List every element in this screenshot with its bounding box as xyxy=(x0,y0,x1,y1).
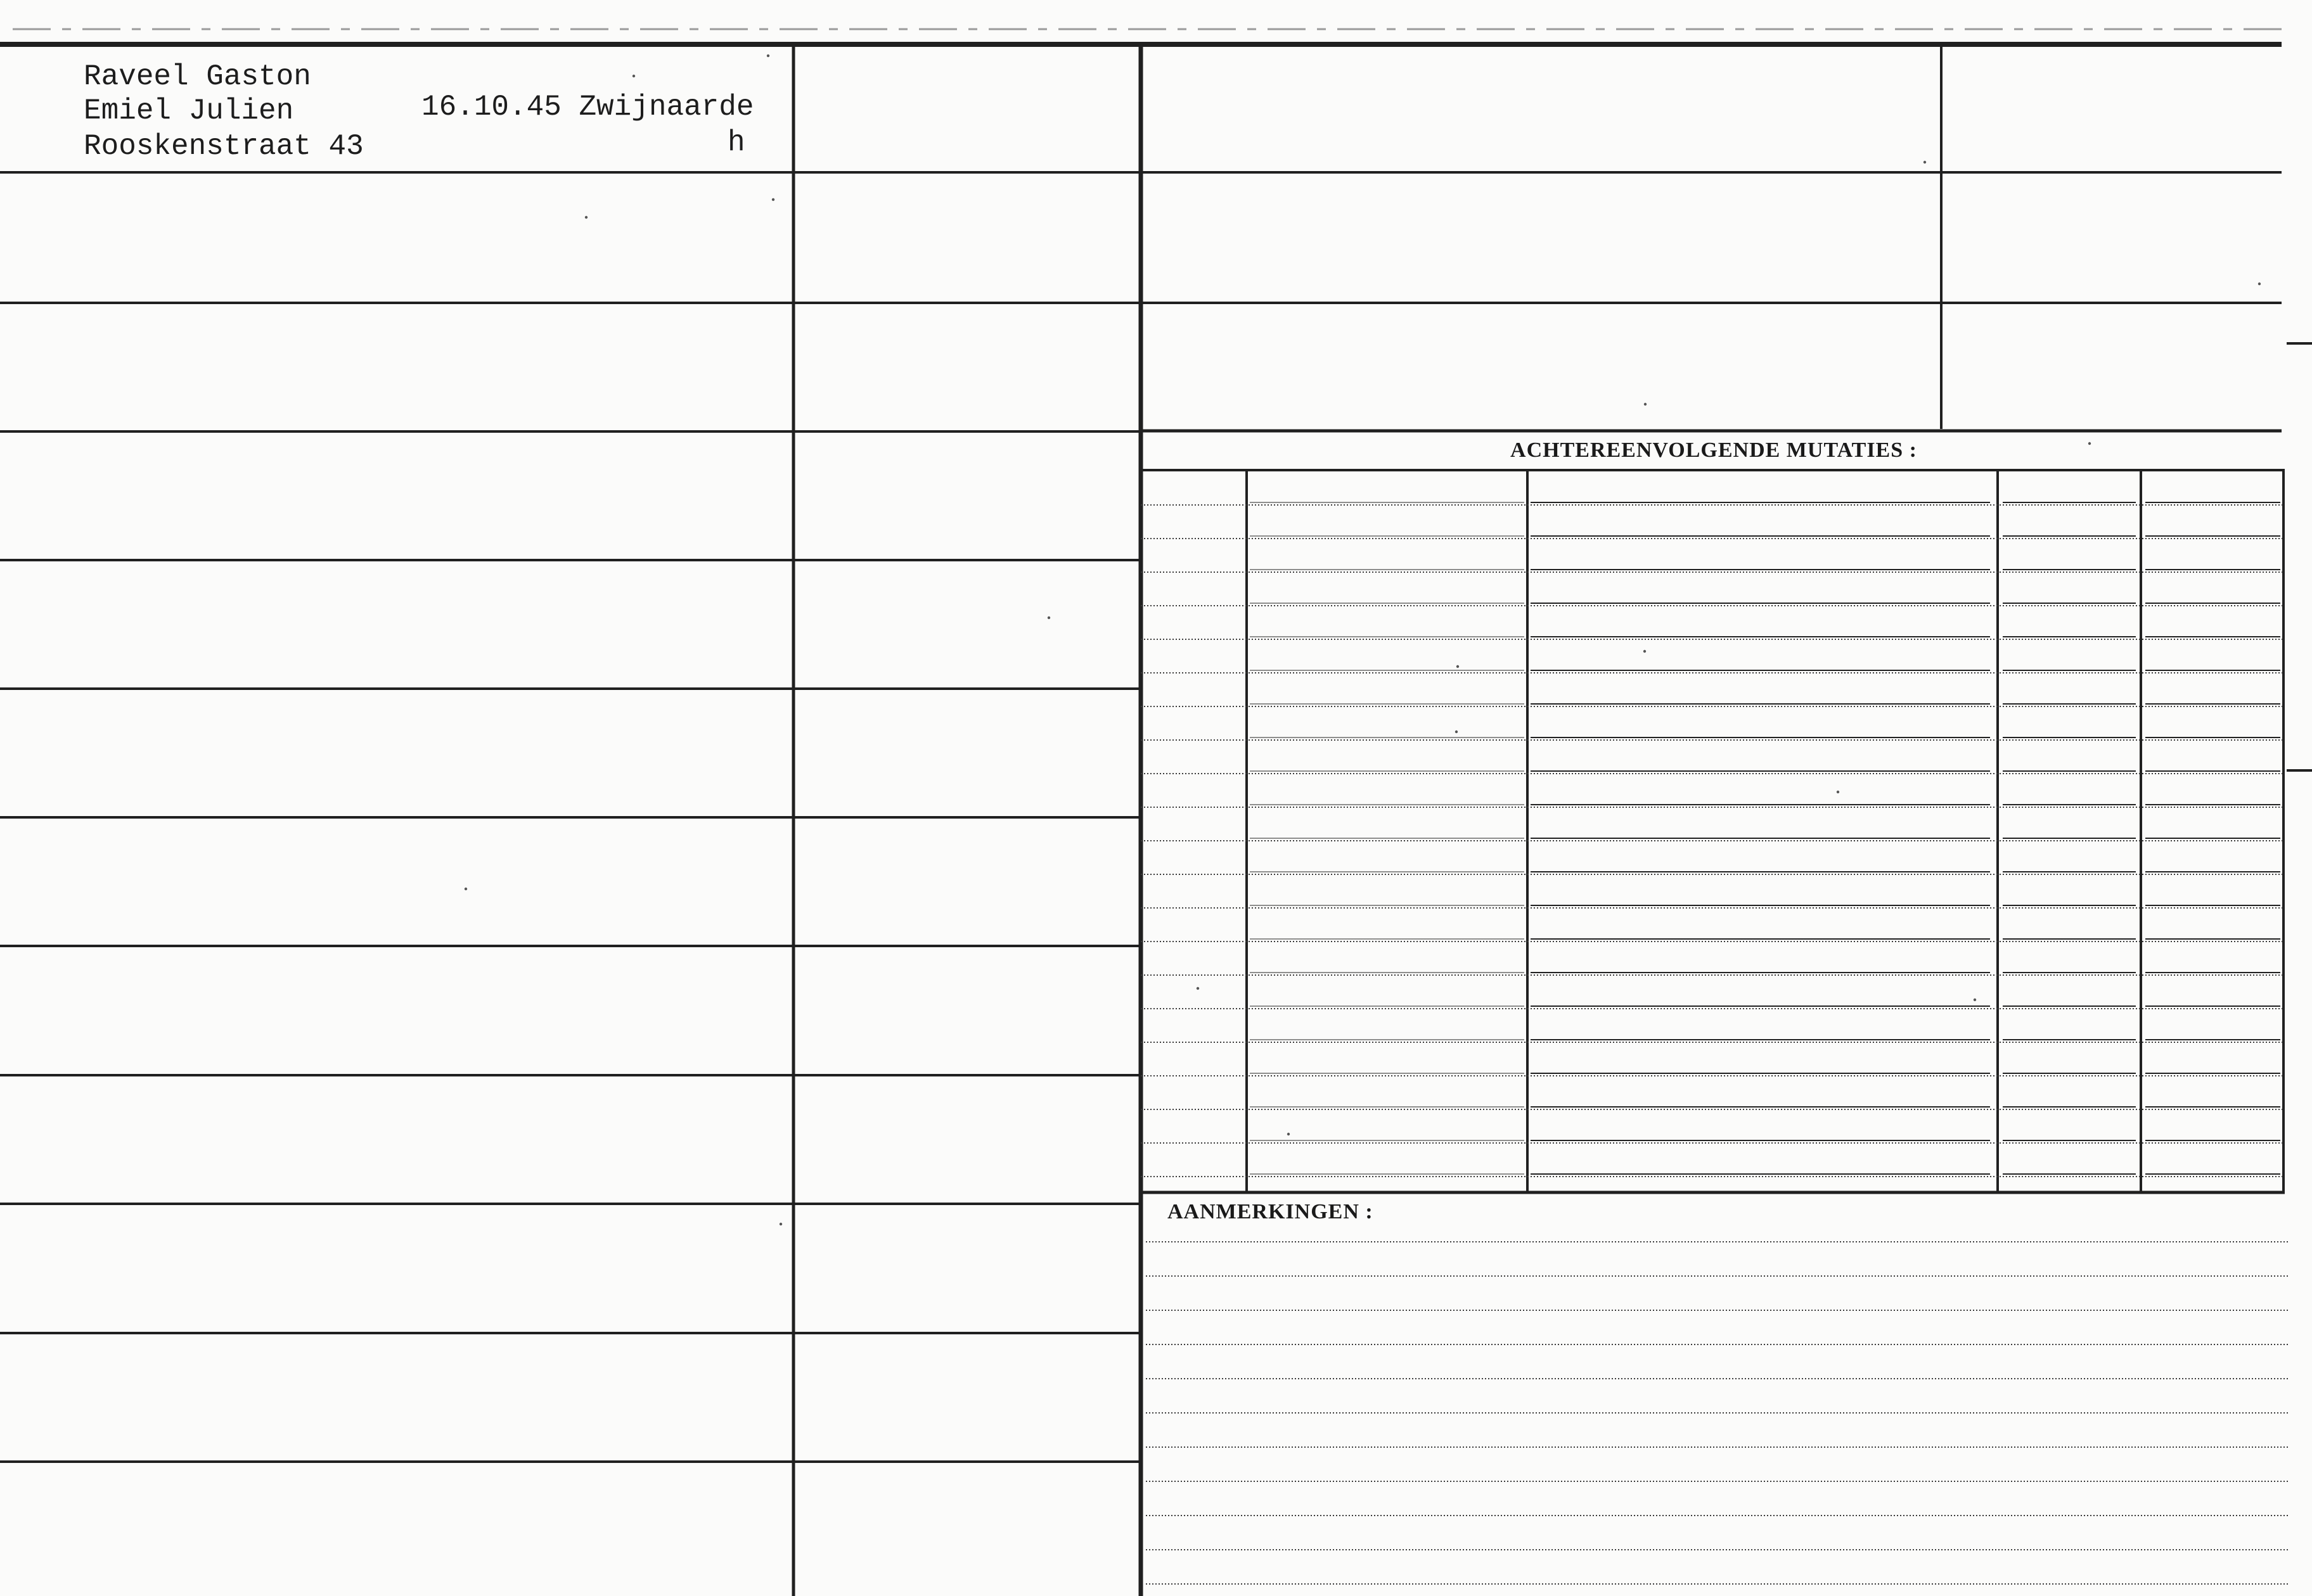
scan-speck xyxy=(780,1223,782,1225)
scan-speck xyxy=(465,888,467,890)
middle-names: Emiel Julien xyxy=(84,94,294,127)
scan-speck xyxy=(633,75,635,77)
typed-mark: h xyxy=(728,126,745,159)
street-address: Rooskenstraat 43 xyxy=(84,130,364,163)
scan-speck xyxy=(585,216,588,219)
mutations-section xyxy=(1141,0,2287,1596)
scan-speck xyxy=(772,198,774,201)
birth-date-place: 16.10.45 Zwijnaarde xyxy=(421,91,754,124)
scan-speck xyxy=(1048,616,1050,619)
surname-firstname: Raveel Gaston xyxy=(84,60,311,93)
mutations-heading: ACHTEREENVOLGENDE MUTATIES : xyxy=(1510,438,1917,462)
remarks-heading: AANMERKINGEN : xyxy=(1167,1200,1373,1223)
scan-speck xyxy=(767,54,769,57)
